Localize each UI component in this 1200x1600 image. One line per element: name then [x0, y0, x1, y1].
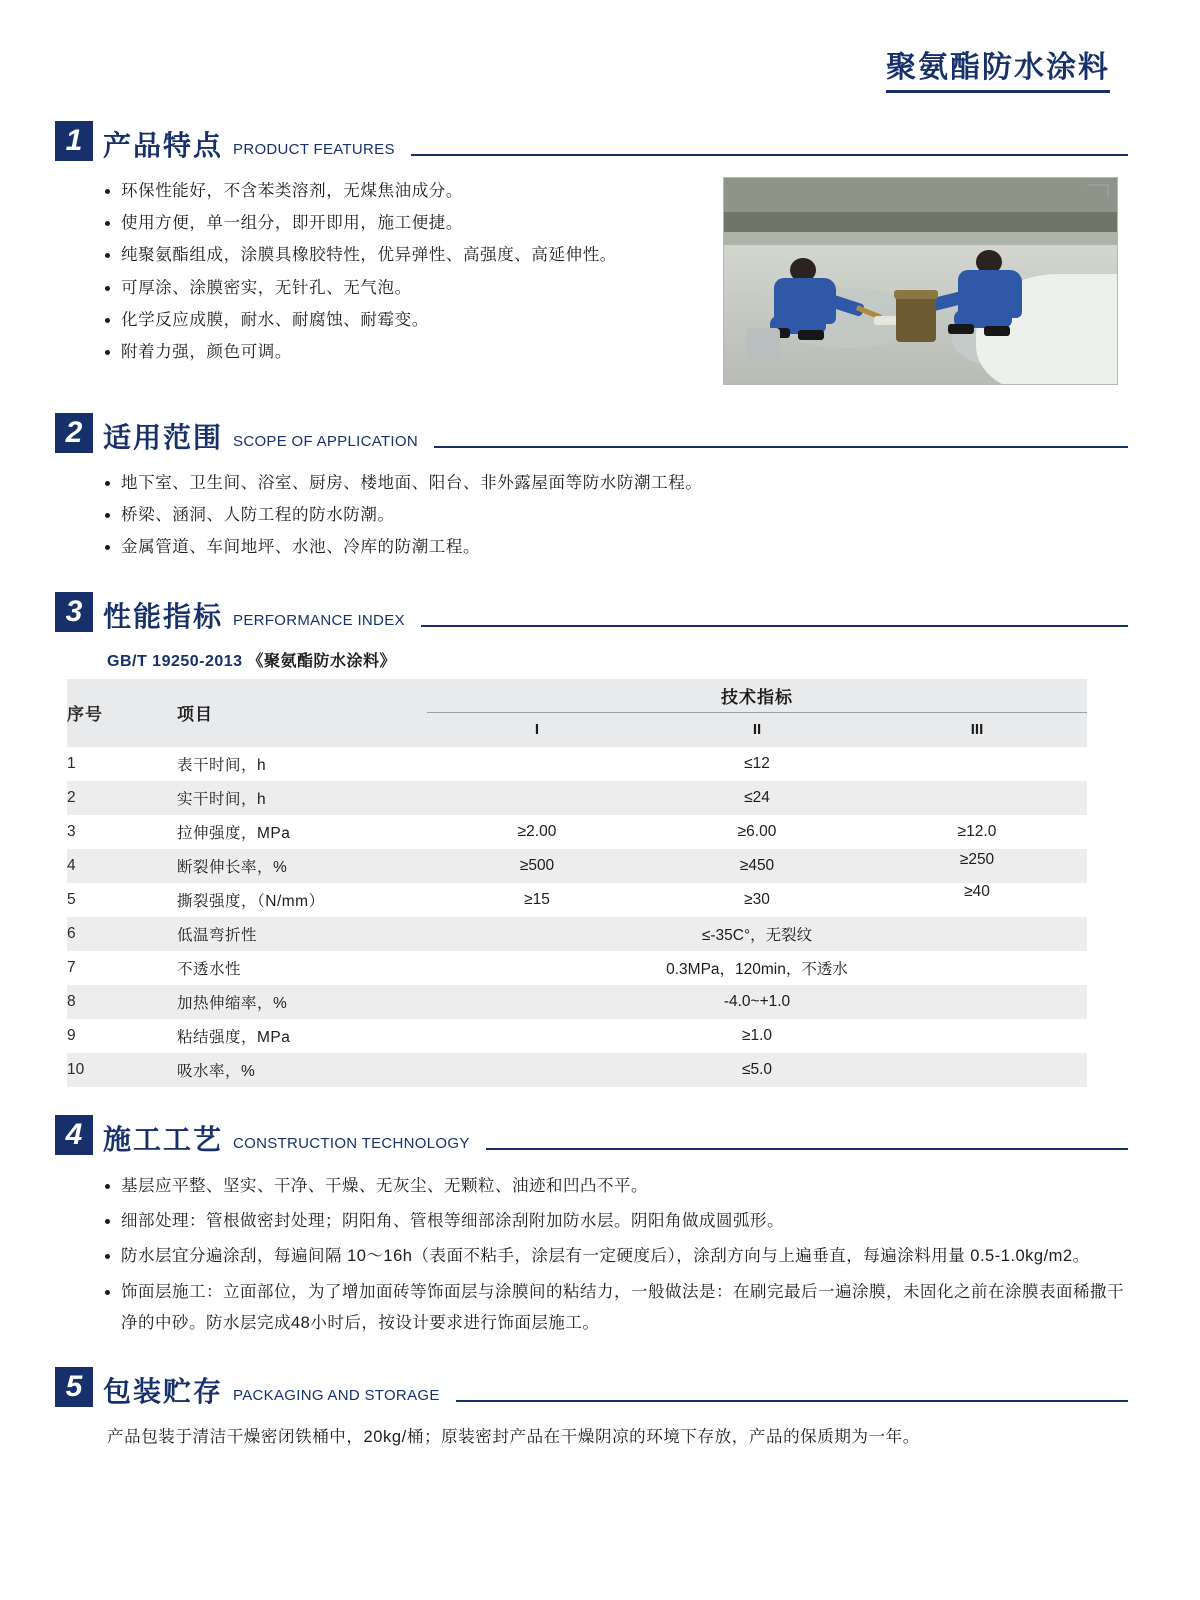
scope-list [55, 467, 1128, 564]
table-row [67, 917, 1087, 951]
section-number-badge: 1 [55, 121, 93, 161]
cell-item: 表干时间，h [177, 747, 427, 781]
cell-no: 2 [67, 781, 177, 815]
features-list [55, 175, 713, 368]
section-title-cn: 施工工艺 [103, 1123, 224, 1155]
section-title-cn: 产品特点 [103, 130, 224, 161]
cell-value: -4.0~+1.0 [427, 985, 1087, 1019]
column-header-grade-1: I [427, 713, 647, 747]
list-item: 细部处理：管根做密封处理；阴阳角、管根等细部涂刮附加防水层。阴阳角做成圆弧形。 [105, 1206, 1128, 1237]
list-item: 桥梁、涵洞、人防工程的防水防潮。 [105, 499, 1128, 531]
cell-no: 10 [67, 1053, 177, 1087]
application-photo [723, 177, 1118, 385]
column-header-item: 项目 [177, 679, 427, 747]
section-header [55, 413, 1128, 453]
cell-item: 吸水率，% [177, 1053, 427, 1087]
title-area [0, 0, 1200, 93]
section-title-en: PACKAGING AND STORAGE [233, 1387, 440, 1405]
cell-item: 撕裂强度，（N/mm） [177, 883, 427, 917]
table-row [67, 1019, 1087, 1053]
worker-figure [764, 258, 874, 348]
cell-value-grade-1: ≥500 [427, 849, 647, 883]
cell-value-grade-3: ≥250 [867, 849, 1087, 883]
section-title-en: PERFORMANCE INDEX [233, 611, 405, 629]
section-header [55, 121, 1128, 161]
table-row [67, 883, 1087, 917]
list-item: 环保性能好，不含苯类溶剂，无煤焦油成分。 [105, 175, 713, 207]
table-row [67, 849, 1087, 883]
section-rule [456, 1400, 1128, 1402]
cell-item: 粘结强度，MPa [177, 1019, 427, 1053]
section-header [55, 592, 1128, 632]
section-title-en: CONSTRUCTION TECHNOLOGY [233, 1134, 470, 1152]
cell-item: 低温弯折性 [177, 917, 427, 951]
worker-figure [946, 250, 1056, 345]
features-text-column [55, 161, 713, 368]
cell-no: 7 [67, 951, 177, 985]
cell-item: 加热伸缩率，% [177, 985, 427, 1019]
section-rule [411, 154, 1128, 156]
cell-no: 5 [67, 883, 177, 917]
section-number-badge: 5 [55, 1367, 93, 1407]
list-item: 化学反应成膜，耐水、耐腐蚀、耐霉变。 [105, 304, 713, 336]
cell-value: ≤5.0 [427, 1053, 1087, 1087]
section-header [55, 1367, 1128, 1407]
cell-value-grade-2: ≥6.00 [647, 815, 867, 849]
construction-list [55, 1171, 1128, 1340]
page-title: 聚氨酯防水涂料 [886, 42, 1110, 93]
section-rule [434, 446, 1128, 448]
section-title-cn: 包装贮存 [103, 1376, 224, 1408]
performance-table [67, 679, 1087, 1087]
cell-item: 拉伸强度，MPa [177, 815, 427, 849]
section-number-badge: 2 [55, 413, 93, 453]
cell-item: 不透水性 [177, 951, 427, 985]
cell-no: 9 [67, 1019, 177, 1053]
cell-value-grade-2: ≥450 [647, 849, 867, 883]
section-title-en: SCOPE OF APPLICATION [233, 433, 418, 450]
table-row [67, 747, 1087, 781]
section-title-en: PRODUCT FEATURES [233, 141, 395, 158]
section-header [55, 1115, 1128, 1155]
paint-bucket-lid [894, 290, 938, 299]
section-rule [421, 625, 1128, 627]
list-item: 基层应平整、坚实、干净、干燥、无灰尘、无颗粒、油迹和凹凸不平。 [105, 1171, 1128, 1202]
section-title-cn: 适用范围 [103, 422, 224, 453]
list-item: 纯聚氨酯组成，涂膜具橡胶特性，优异弹性、高强度、高延伸性。 [105, 239, 713, 271]
cell-value: ≤-35C°，无裂纹 [427, 917, 1087, 951]
cell-value-grade-3: ≥40 [867, 883, 1087, 917]
column-header-grade-2: II [647, 713, 867, 747]
photo-corner-mark [1087, 184, 1109, 198]
section-construction-technology [0, 1115, 1200, 1340]
cell-no: 1 [67, 747, 177, 781]
section-product-features [0, 121, 1200, 385]
section-title-cn: 性能指标 [103, 600, 224, 632]
cell-value: 0.3MPa，120min，不透水 [427, 951, 1087, 985]
table-row [67, 985, 1087, 1019]
table-row [67, 951, 1087, 985]
standard-reference [107, 648, 1128, 671]
cell-no: 8 [67, 985, 177, 1019]
standard-name: 《聚氨酯防水涂料》 [247, 652, 397, 670]
cell-value: ≥1.0 [427, 1019, 1087, 1053]
paint-bucket [746, 328, 780, 360]
list-item: 使用方便，单一组分，即开即用，施工便捷。 [105, 207, 713, 239]
column-header-grade-3: III [867, 713, 1087, 747]
section-body [55, 161, 1128, 385]
column-header-no: 序号 [67, 679, 177, 747]
packaging-text: 产品包装于清洁干燥密闭铁桶中，20kg/桶；原装密封产品在干燥阴凉的环境下存放，产品的保质期为一年。 [107, 1428, 920, 1447]
table-header-row [67, 679, 1087, 713]
cell-value-grade-3: ≥12.0 [867, 815, 1087, 849]
paint-bucket [896, 296, 936, 342]
section-number-badge: 4 [55, 1115, 93, 1155]
table-row [67, 1053, 1087, 1087]
section-performance-index [0, 592, 1200, 1087]
section-rule [486, 1148, 1128, 1150]
section-packaging-and-storage [0, 1367, 1200, 1447]
cell-no: 4 [67, 849, 177, 883]
list-item: 地下室、卫生间、浴室、厨房、楼地面、阳台、非外露屋面等防水防潮工程。 [105, 467, 1128, 499]
list-item: 金属管道、车间地坪、水池、冷库的防潮工程。 [105, 531, 1128, 563]
cell-no: 3 [67, 815, 177, 849]
cell-value: ≤24 [427, 781, 1087, 815]
standard-code: GB/T 19250-2013 [107, 652, 243, 670]
cell-value: ≤12 [427, 747, 1087, 781]
table-row [67, 781, 1087, 815]
list-item: 可厚涂、涂膜密实，无针孔、无气泡。 [105, 272, 713, 304]
table-row [67, 815, 1087, 849]
cell-item: 断裂伸长率，% [177, 849, 427, 883]
cell-no: 6 [67, 917, 177, 951]
section-number-badge: 3 [55, 592, 93, 632]
column-header-group: 技术指标 [427, 679, 1087, 713]
cell-value-grade-1: ≥2.00 [427, 815, 647, 849]
section-scope-of-application [0, 413, 1200, 564]
list-item: 防水层宜分遍涂刮，每遍间隔 10～16h（表面不粘手，涂层有一定硬度后），涂刮方向与上遍垂直，每遍涂料用量 0.5-1.0kg/m2。 [105, 1241, 1128, 1272]
list-item: 饰面层施工：立面部位，为了增加面砖等饰面层与涂膜间的粘结力，一般做法是：在刷完最后一遍涂膜，未固化之前在涂膜表面稀撒干净的中砂。防水层完成48小时后，按设计要求进行饰面层施工。 [105, 1277, 1128, 1340]
cell-item: 实干时间，h [177, 781, 427, 815]
cell-value-grade-2: ≥30 [647, 883, 867, 917]
cell-value-grade-1: ≥15 [427, 883, 647, 917]
list-item: 附着力强，颜色可调。 [105, 336, 713, 368]
